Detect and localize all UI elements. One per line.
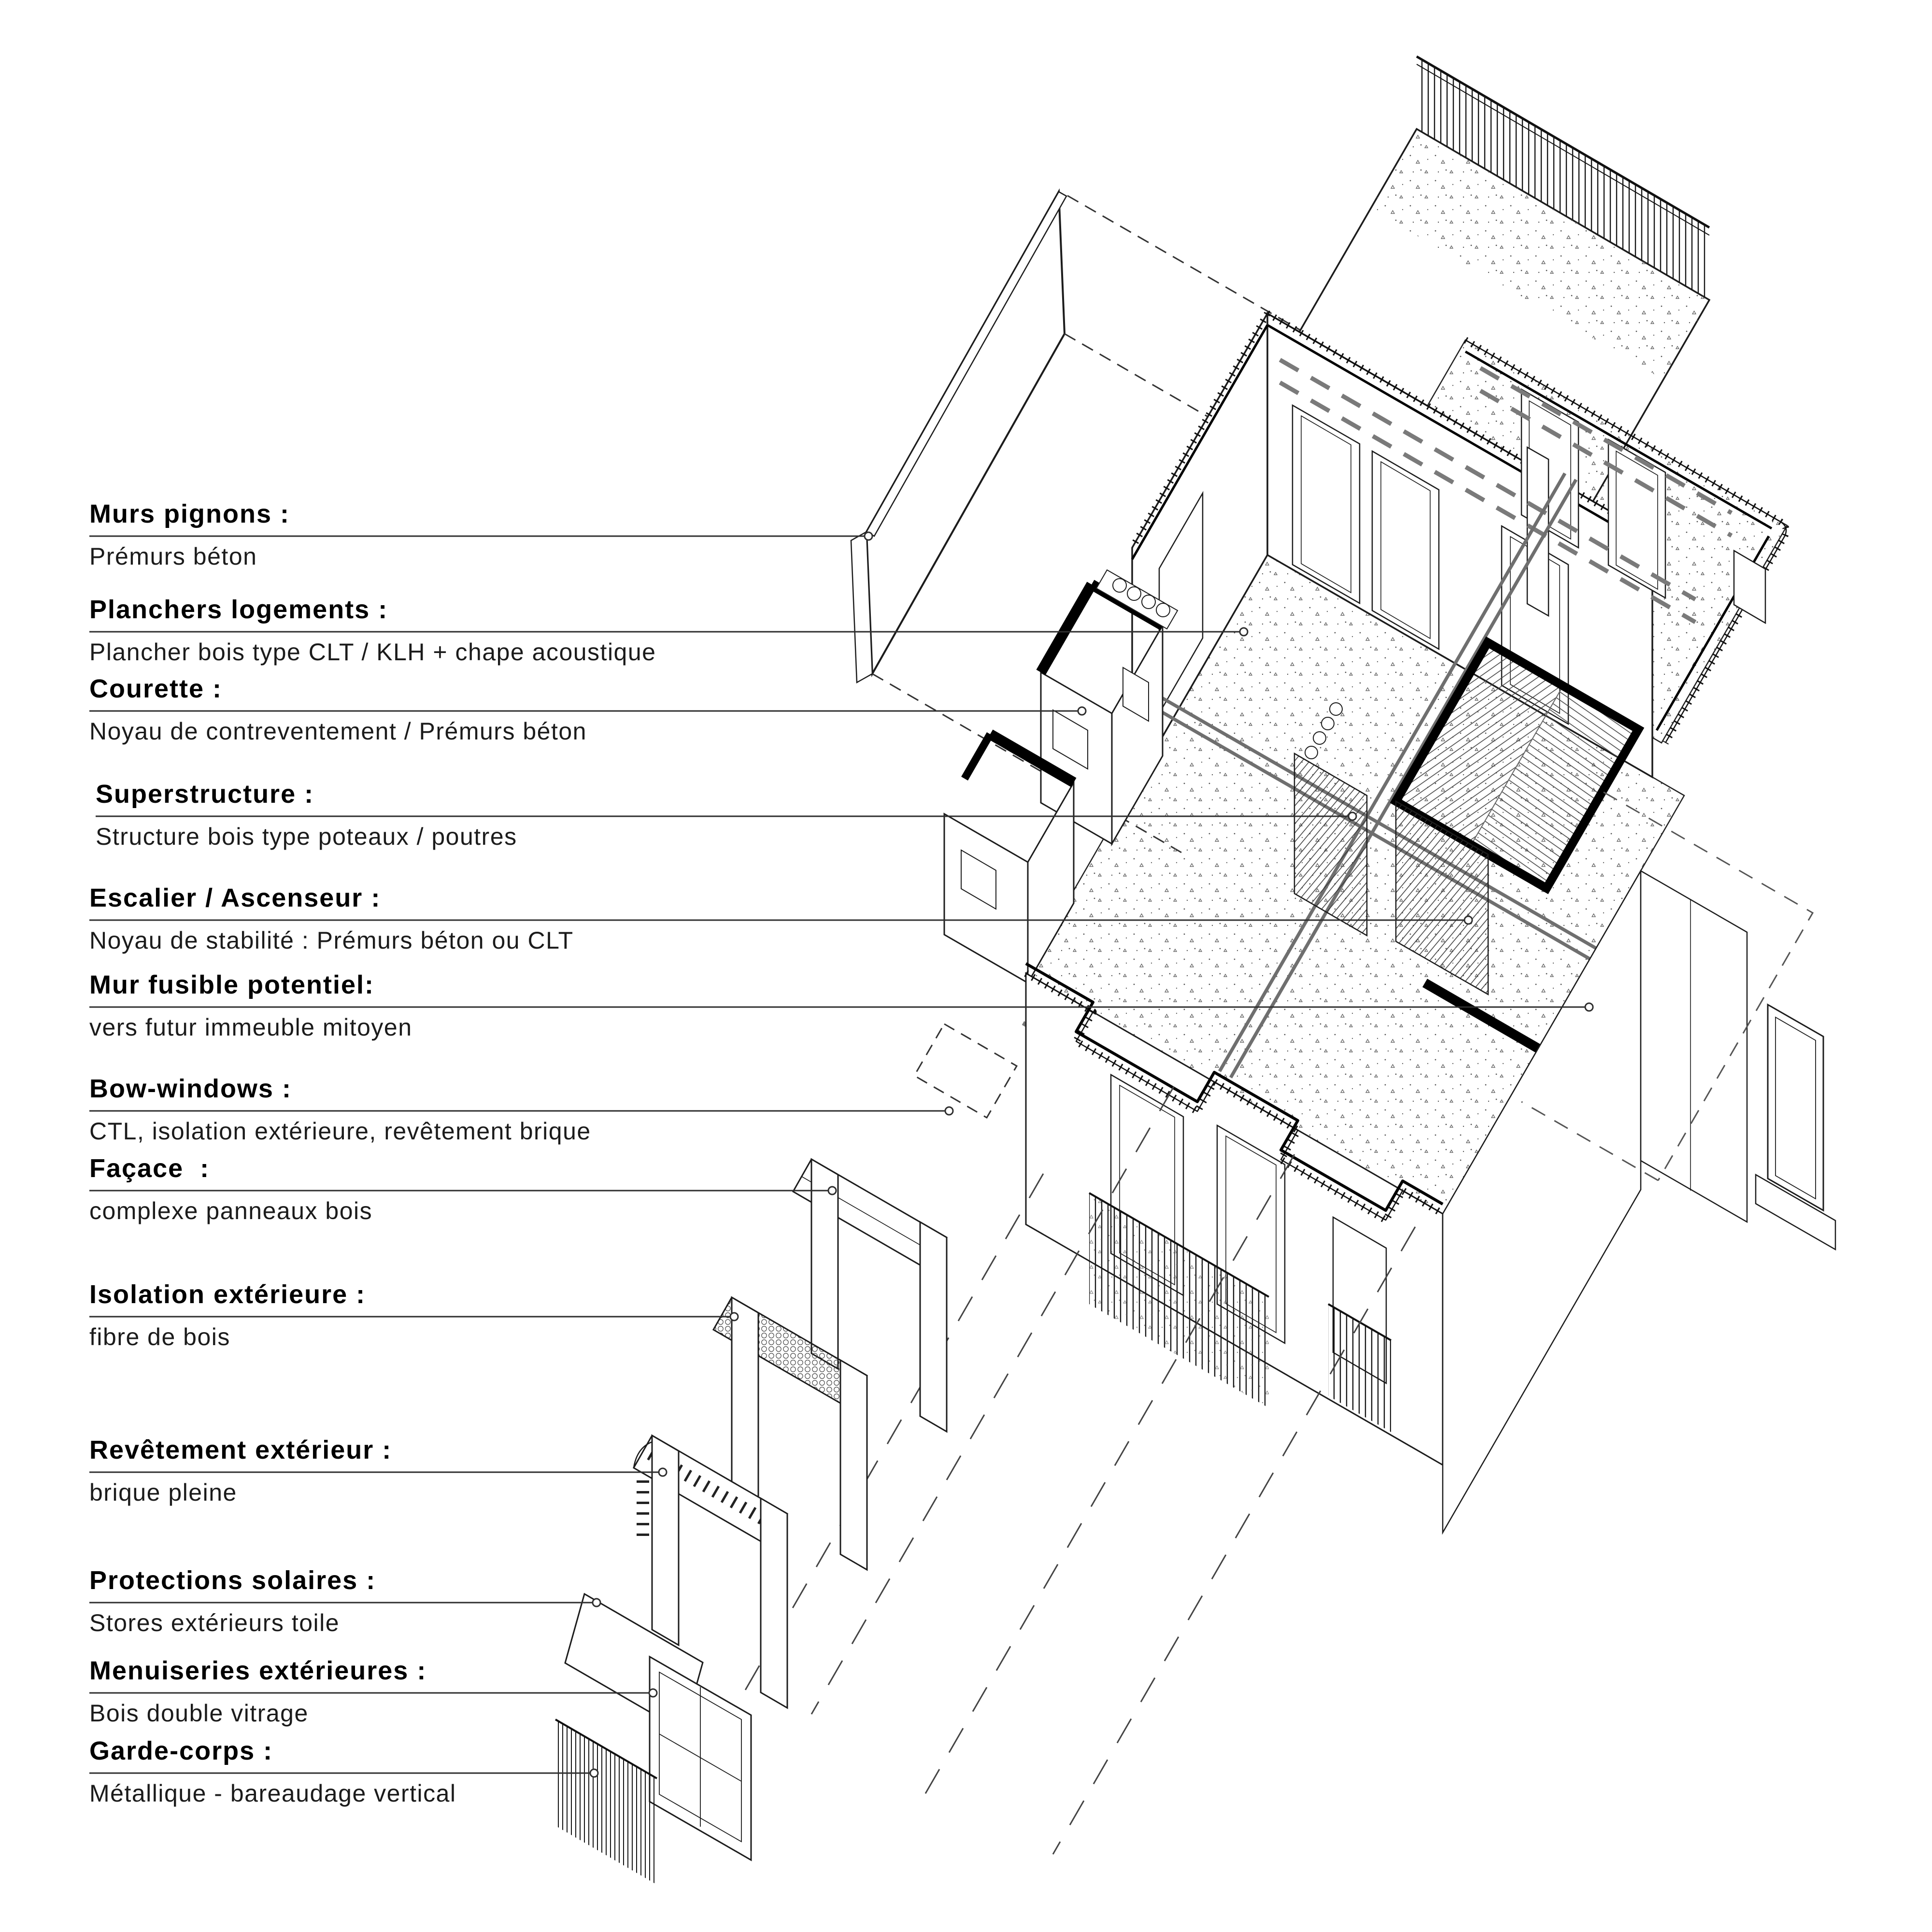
legend-item-protections-solaires [89,1565,862,1637]
legend-item-murs-pignons [89,498,862,571]
legend-subtitle: Bois double vitrage [89,1700,309,1727]
legend-title: Bow-windows : [89,1074,292,1103]
legend-title: Façace : [89,1154,210,1183]
legend-subtitle: brique pleine [89,1479,237,1506]
legend-subtitle: fibre de bois [89,1323,230,1350]
legend-subtitle: Structure bois type poteaux / poutres [96,823,517,850]
legend-title: Mur fusible potentiel: [89,970,374,999]
legend-title: Garde-corps : [89,1736,273,1765]
legend-title: Courette : [89,674,222,703]
legend-title: Escalier / Ascenseur : [89,883,381,912]
legend-item-menuiseries-exterieures [89,1655,862,1728]
legend-item-mur-fusible [89,969,862,1042]
legend-title: Revêtement extérieur : [89,1435,392,1464]
legend-subtitle: vers futur immeuble mitoyen [89,1014,412,1041]
legend-item-revetement-exterieur [89,1435,862,1507]
legend-title: Murs pignons : [89,499,290,528]
legend-title: Protections solaires : [89,1566,376,1595]
legend-subtitle: Métallique - bareaudage vertical [89,1780,456,1807]
legend-title: Superstructure : [96,780,314,809]
legend-subtitle: CTL, isolation extérieure, revêtement brique [89,1118,591,1145]
legend-title: Planchers logements : [89,595,388,624]
legend-subtitle: complexe panneaux bois [89,1197,373,1224]
legend-title: Isolation extérieure : [89,1280,366,1309]
legend-item-superstructure [96,779,868,851]
legend-title: Menuiseries extérieures : [89,1656,427,1685]
legend-subtitle: Stores extérieurs toile [89,1609,340,1636]
legend-item-bow-windows [89,1073,862,1146]
legend-item-isolation-exterieure [89,1279,862,1351]
future-window-panel [1756,1005,1835,1250]
legend-item-planchers-logements [89,594,862,667]
legend-item-facace [89,1153,862,1225]
legend-item-escalier-ascenseur [89,882,862,955]
legend-item-garde-corps [89,1735,862,1808]
legend-subtitle: Plancher bois type CLT / KLH + chape acoustique [89,639,656,666]
bow-window-projection [914,1024,1017,1118]
legend-subtitle: Prémurs béton [89,543,257,570]
legend-item-courette [89,673,862,746]
legend-subtitle: Noyau de contreventement / Prémurs béton [89,718,587,745]
legend-subtitle: Noyau de stabilité : Prémurs béton ou CLT [89,927,574,954]
